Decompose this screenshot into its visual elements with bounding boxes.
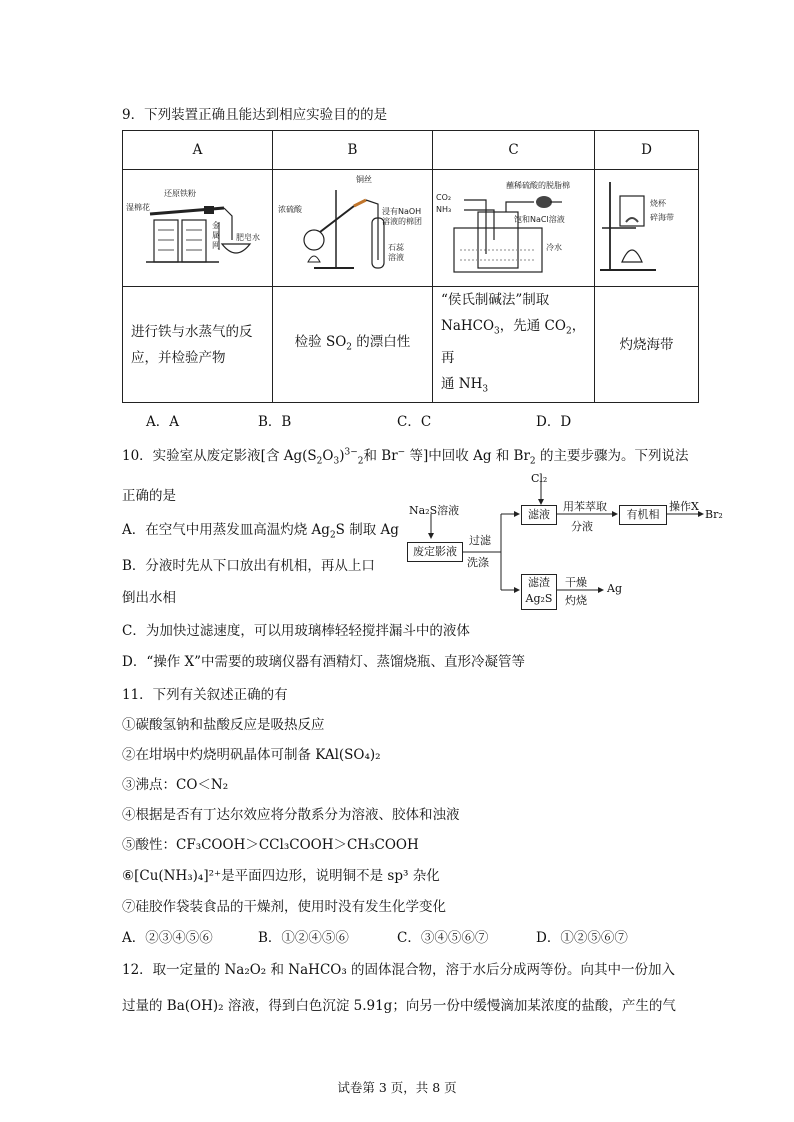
desc-d: 灼烧海带 bbox=[595, 287, 699, 403]
q11-item-5: ⑤酸性：CF₃COOH＞CCl₃COOH＞CH₃COOH bbox=[122, 837, 419, 853]
q11-option-b[interactable]: B．①②④⑤⑥ bbox=[258, 930, 349, 946]
flow-br2: Br₂ bbox=[705, 508, 723, 521]
q11-option-a[interactable]: A．②③④⑤⑥ bbox=[122, 930, 213, 946]
apparatus-c-cell bbox=[433, 170, 595, 287]
label-c2: NH₃ bbox=[435, 205, 451, 214]
flow-separate: 分液 bbox=[571, 520, 593, 533]
desc-c: “侯氏制碱法”制取 NaHCO$_3$，先通 $CO_2$，再 通 $NH_3$ bbox=[433, 287, 595, 403]
flow-filtrate-box: 滤液 bbox=[521, 505, 557, 525]
q9-option-b[interactable]: B．B bbox=[258, 414, 292, 430]
q12-line-2: 过量的 Ba(OH)₂ 溶液，得到白色沉淀 5.91g；向另一份中缓慢滴加某浓度的盐酸，产生的气 bbox=[122, 998, 676, 1014]
q10-stem-cont: 正确的是 bbox=[122, 488, 176, 504]
q11-item-7: ⑦硅胶作袋装食品的干燥剂，使用时没有发生化学变化 bbox=[122, 899, 446, 915]
q11-option-d[interactable]: D．①②⑤⑥⑦ bbox=[536, 930, 628, 946]
flow-cl2: Cl₂ bbox=[531, 472, 548, 485]
q9-stem: 9．下列装置正确且能达到相应实验目的的是 bbox=[122, 107, 388, 123]
label-b2: 铜丝 bbox=[355, 175, 372, 184]
desc-a: 进行铁与水蒸气的反应，并检验产物 bbox=[123, 287, 273, 403]
flow-extract: 用苯萃取 bbox=[563, 500, 607, 513]
label-c5: 冷水 bbox=[545, 243, 562, 252]
q11-item-1: ①碳酸氢钠和盐酸反应是吸热反应 bbox=[122, 717, 325, 733]
label-b4: 溶液的棉团 bbox=[381, 217, 422, 226]
q9-option-c[interactable]: C．C bbox=[397, 414, 432, 430]
page-footer: 试卷第 3 页，共 8 页 bbox=[337, 1080, 457, 1095]
q9-option-d[interactable]: D．D bbox=[536, 414, 572, 430]
label-a5: 网 bbox=[211, 241, 220, 250]
flow-na2s: Na₂S溶液 bbox=[409, 504, 460, 517]
apparatus-c-image bbox=[434, 170, 594, 282]
label-d2: 碎海带 bbox=[649, 213, 674, 222]
apparatus-a-cell bbox=[123, 170, 273, 287]
q9-option-a[interactable]: A．A bbox=[146, 414, 179, 430]
q10-flow-diagram bbox=[405, 472, 723, 618]
q10-option-a[interactable]: A．在空气中用蒸发皿高温灼烧 $Ag_2S$ 制取 Ag bbox=[122, 522, 399, 541]
label-a3: 金 bbox=[211, 221, 220, 230]
label-b5: 石蕊 bbox=[387, 243, 404, 252]
flow-waste-box: 废定影液 bbox=[407, 542, 463, 562]
q10-option-b-cont: 倒出水相 bbox=[122, 590, 176, 606]
flow-organic-box: 有机相 bbox=[619, 505, 667, 525]
label-b3: 浸有NaOH bbox=[381, 207, 421, 216]
label-c4: 饱和NaCl溶液 bbox=[513, 215, 565, 224]
flow-burn: 灼烧 bbox=[565, 594, 587, 607]
apparatus-a-image bbox=[124, 170, 272, 282]
q11-stem: 11．下列有关叙述正确的有 bbox=[122, 687, 288, 703]
q11-item-4: ④根据是否有丁达尔效应将分散系分为溶液、胶体和浊液 bbox=[122, 807, 460, 823]
apparatus-d-cell bbox=[595, 170, 699, 287]
flow-filter: 过滤 bbox=[469, 534, 491, 547]
header-b: B bbox=[273, 131, 433, 170]
label-b6: 溶液 bbox=[387, 253, 404, 262]
label-c1: CO₂ bbox=[435, 193, 451, 202]
q10-option-d[interactable]: D．“操作 X”中需要的玻璃仪器有酒精灯、蒸馏烧瓶、直形冷凝管等 bbox=[122, 654, 526, 670]
label-a2: 湿棉花 bbox=[125, 203, 150, 212]
apparatus-b-image bbox=[274, 170, 432, 282]
apparatus-b-cell bbox=[273, 170, 433, 287]
q11-option-c[interactable]: C．③④⑤⑥⑦ bbox=[397, 930, 489, 946]
q11-item-2: ②在坩埚中灼烧明矾晶体可制备 KAl(SO₄)₂ bbox=[122, 747, 381, 763]
q11-item-6: ⑥[Cu(NH₃)₄]²⁺是平面四边形，说明铜不是 sp³ 杂化 bbox=[122, 868, 440, 884]
flow-residue-box: 滤渣 Ag₂S bbox=[521, 574, 557, 610]
q9-table bbox=[122, 130, 699, 403]
label-c3: 蘸稀硫酸的脱脂棉 bbox=[505, 181, 570, 190]
flow-dry: 干燥 bbox=[565, 576, 587, 589]
label-b1: 浓硫酸 bbox=[277, 205, 302, 214]
header-d: D bbox=[595, 131, 699, 170]
q10-option-c[interactable]: C．为加快过滤速度，可以用玻璃棒轻轻搅拌漏斗中的液体 bbox=[122, 623, 470, 639]
label-a4: 属 bbox=[211, 231, 220, 240]
apparatus-d-image bbox=[596, 170, 698, 282]
q12-line-1: 12．取一定量的 Na₂O₂ 和 NaHCO₃ 的固体混合物，溶于水后分成两等份。向其中一份加入 bbox=[122, 962, 676, 978]
label-a6: 肥皂水 bbox=[235, 233, 260, 242]
flow-wash: 洗涤 bbox=[467, 556, 489, 569]
flow-opx: 操作X bbox=[669, 500, 699, 513]
desc-b: 检验 $SO_2$ 的漂白性 bbox=[273, 287, 433, 403]
q10-stem: 10．实验室从废定影液[含 $Ag(S_2O_3)^{3-}_2$和 Br− 等]中回收 Ag 和 $Br_2$ 的主要步骤为。下列说法 bbox=[122, 447, 689, 467]
label-a1: 还原铁粉 bbox=[163, 189, 196, 198]
label-d1: 烧杯 bbox=[649, 199, 666, 208]
header-a: A bbox=[123, 131, 273, 170]
header-c: C bbox=[433, 131, 595, 170]
q11-item-3: ③沸点：CO＜N₂ bbox=[122, 777, 229, 793]
flow-ag: Ag bbox=[607, 582, 622, 595]
q10-option-b[interactable]: B．分液时先从下口放出有机相，再从上口 bbox=[122, 558, 375, 574]
